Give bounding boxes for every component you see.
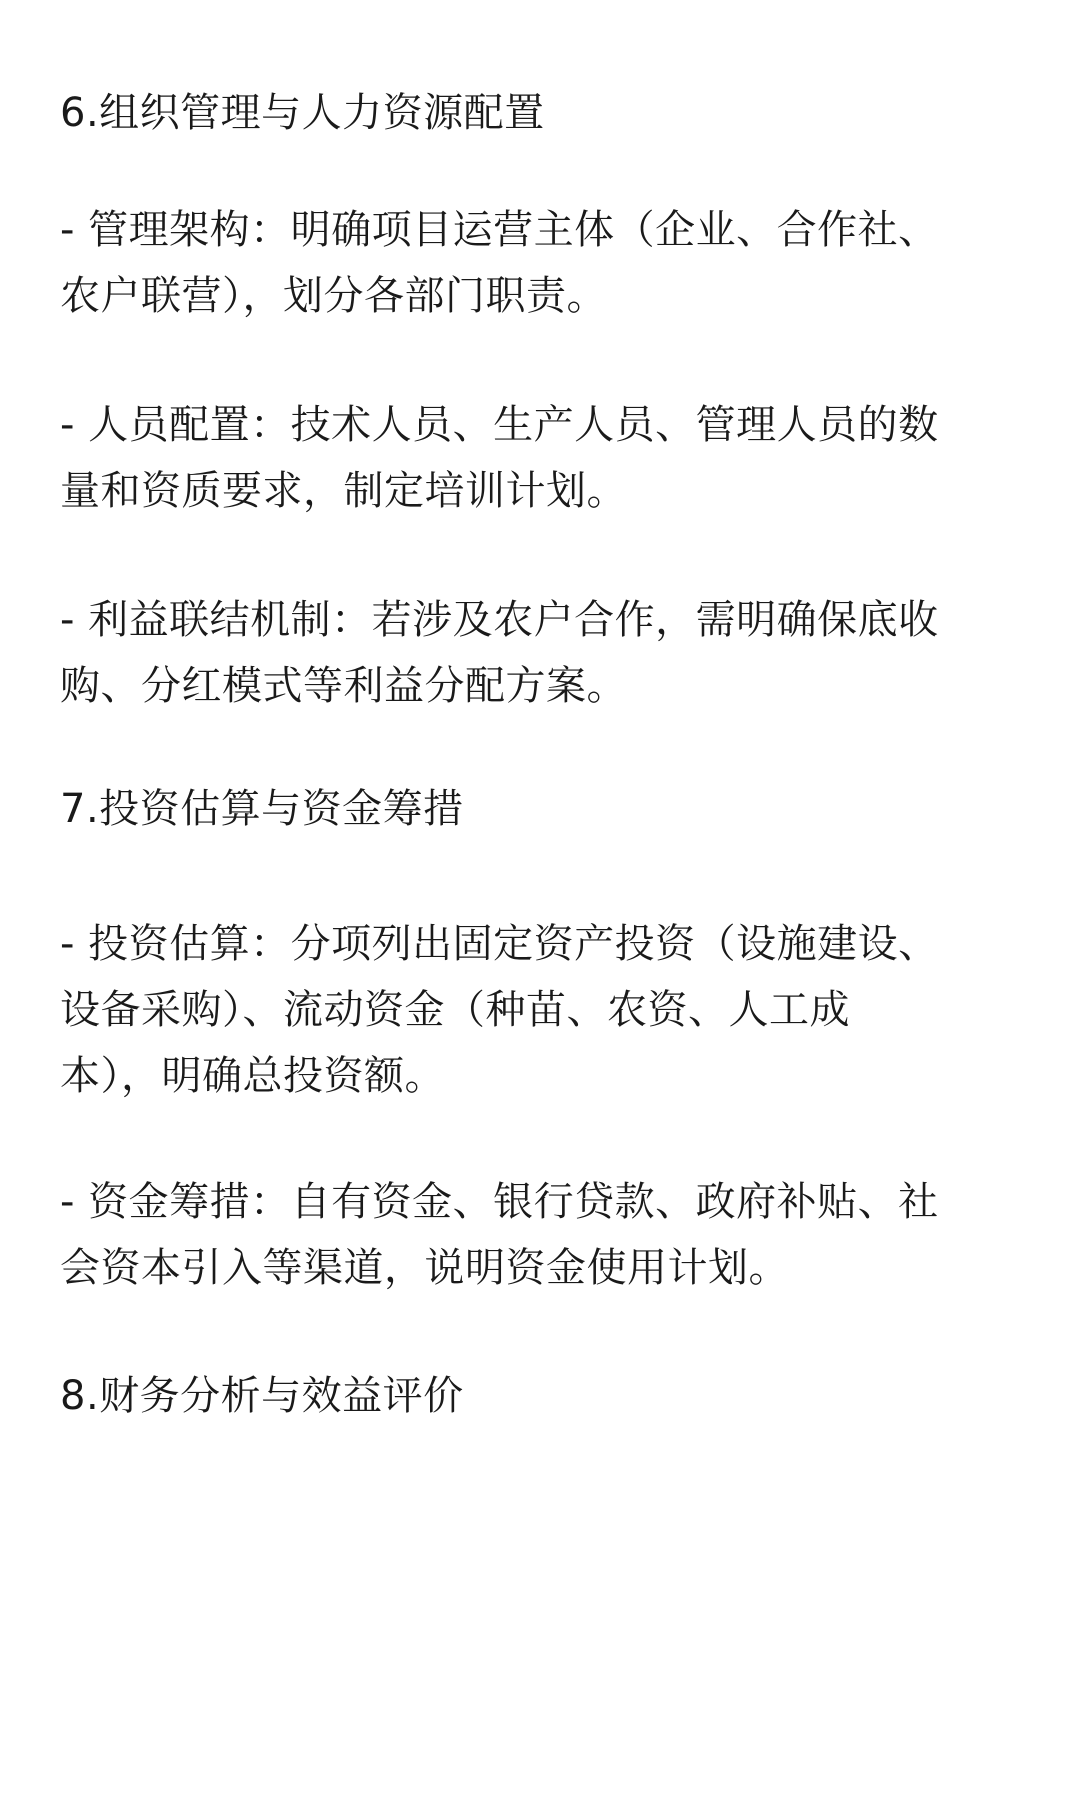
paragraph-fund-raising-line-2: 会资本引入等渠道，说明资金使用计划。 — [60, 1245, 789, 1291]
paragraph-investment-estimate-line-1: - 投资估算：分项列出固定资产投资（设施建设、 — [60, 921, 939, 967]
paragraph-management-structure-line-2: 农户联营），划分各部门职责。 — [60, 273, 607, 319]
paragraph-benefit-linkage-line-1: - 利益联结机制：若涉及农户合作，需明确保底收 — [60, 597, 939, 643]
paragraph-staffing-line-2: 量和资质要求，制定培训计划。 — [60, 468, 627, 514]
paragraph-management-structure-line-1: - 管理架构：明确项目运营主体（企业、合作社、 — [60, 207, 939, 253]
section-heading-6: 6.组织管理与人力资源配置 — [60, 90, 545, 136]
paragraph-fund-raising-line-1: - 资金筹措：自有资金、银行贷款、政府补贴、社 — [60, 1179, 939, 1225]
paragraph-investment-estimate-line-3: 本），明确总投资额。 — [60, 1053, 445, 1099]
section-heading-7: 7.投资估算与资金筹措 — [60, 786, 464, 832]
paragraph-staffing-line-1: - 人员配置：技术人员、生产人员、管理人员的数 — [60, 402, 939, 448]
paragraph-benefit-linkage-line-2: 购、分红模式等利益分配方案。 — [60, 663, 627, 709]
section-heading-8: 8.财务分析与效益评价 — [60, 1373, 464, 1419]
paragraph-investment-estimate-line-2: 设备采购）、流动资金（种苗、农资、人工成 — [60, 987, 850, 1033]
